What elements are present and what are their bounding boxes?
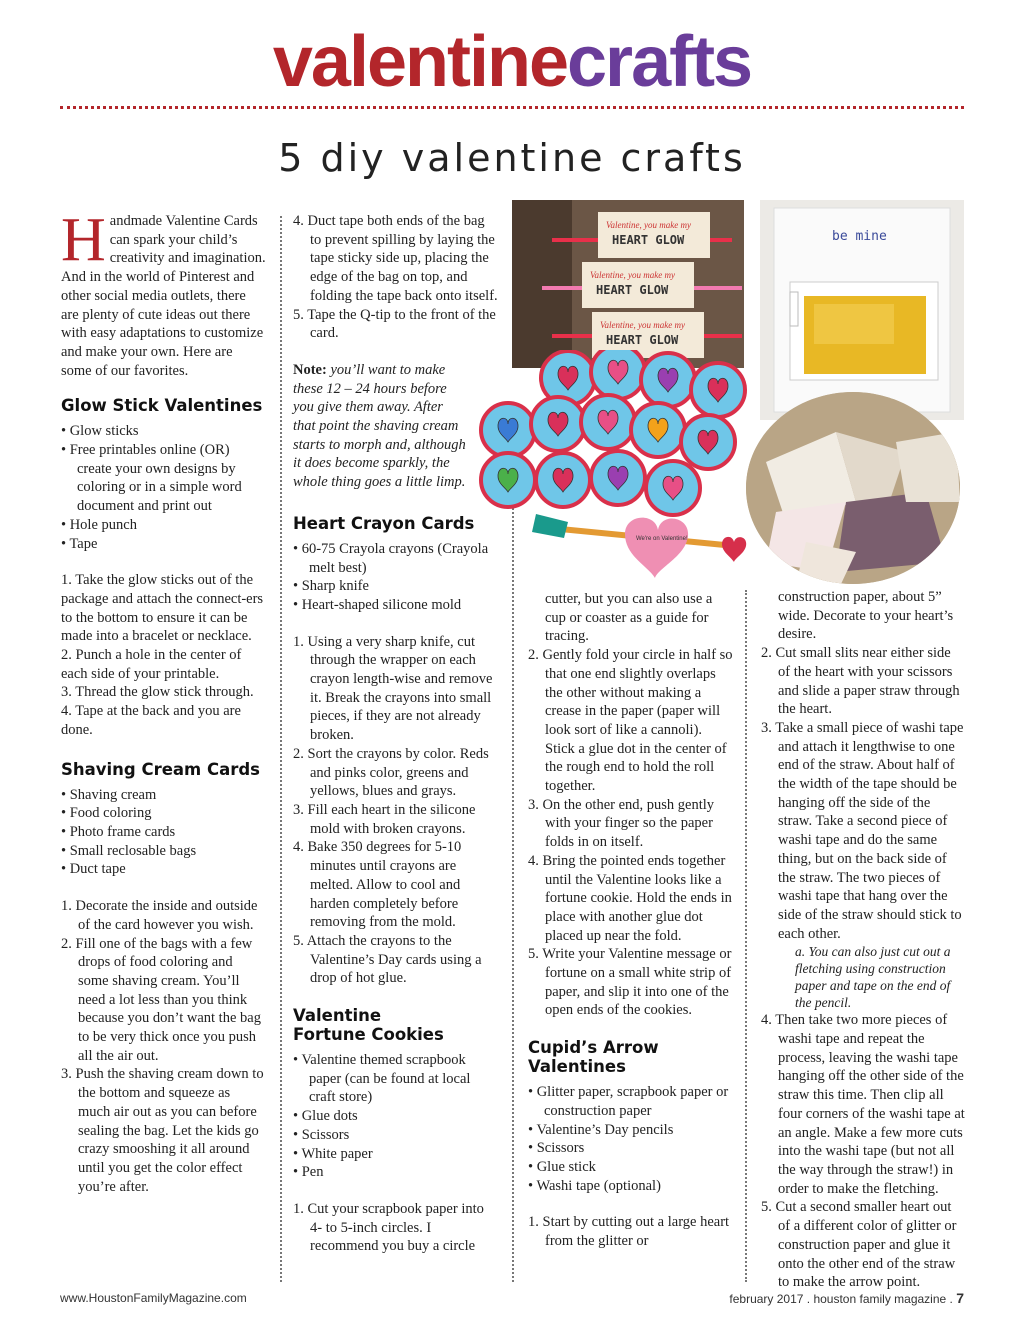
glow-tag-big: HEART GLOW	[612, 233, 685, 247]
supply-item: • Valentine’s Day pencils	[528, 1121, 674, 1138]
supply-item: • White paper	[293, 1145, 373, 1162]
heart-crayon-cards-photo	[468, 350, 758, 520]
supply-item: • Glitter paper, scrapbook paper or construction paper	[528, 1084, 729, 1119]
supply-item: • Glue dots	[293, 1108, 358, 1125]
note-paragraph	[293, 361, 468, 492]
section-heading-shaving: Shaving Cream Cards	[61, 759, 260, 779]
arrow-heart-text: We're on Valentine!	[636, 536, 688, 542]
intro-text: andmade Valentine Cards can spark your child’s creativity and imagination. And in the world of Pinterest and other social media outlets, there are plenty of cute ideas out there with easy adaptations to customize and make your own. Here are some of our favorites.	[61, 213, 266, 379]
footer-issue-text: february 2017 . houston family magazine .	[729, 1292, 953, 1306]
step-item: 2. Fill one of the bags with a few drops of food coloring and some shaving cream. You’ll need a lot less than you think because you don’t want the bag to be very thick once you push all the air out.	[61, 935, 261, 1064]
glow-stick-photo	[512, 200, 744, 368]
section-heading-crayon: Heart Crayon Cards	[293, 513, 475, 533]
step-item: 5. Cut a second smaller heart out of a different color of glitter or construction paper and glue it onto the other end of the straw to make the arrow point.	[761, 1199, 957, 1291]
step-item: 1. Using a very sharp knife, cut through the wrapper on each crayon length-wise and remove it. Break the crayons into small pieces, if they are not already broken.	[293, 633, 493, 744]
note-label: Note:	[293, 361, 327, 378]
step-item: 3. Push the shaving cream down to the bottom and squeeze as much air out as you can before sealing the bag. Let the kids go crazy smooshing it all around until you get the color effect you’re after.	[61, 1066, 264, 1195]
supply-item: • Free printables online (OR) create your own designs by coloring or in a simple word document and print out	[61, 442, 242, 515]
step-item: 4. Then take two more pieces of washi tape and repeat the process, leaving the washi tape hanging off the other side of the straw this time. Then clip all four corners of the washi tape at an angle. Make a few more cuts into the washi tape (but not all the way through the straw!) in order to make the fletching.	[761, 1012, 965, 1197]
step-item: 4. Bring the pointed ends together until the Valentine looks like a fortune cookie. Hold the ends in place with another glue dot placed up near the fold.	[528, 852, 732, 944]
page-number: 7	[956, 1290, 964, 1306]
supply-item: • Glow sticks	[61, 423, 139, 440]
step-item: 4. Tape at the back and you are done.	[61, 703, 241, 738]
supply-item: • Hole punch	[61, 516, 137, 533]
glow-tag-big: HEART GLOW	[606, 333, 679, 347]
title-part2: crafts	[567, 22, 752, 102]
step-item: 3. Thread the glow stick through.	[61, 684, 254, 701]
step-item: 2. Sort the crayons by color. Reds and pinks color, greens and yellows, blues and grays.	[293, 745, 489, 800]
step-item: 1. Start by cutting out a large heart from the glitter or	[528, 1214, 730, 1250]
cupid-arrow-illustration	[530, 504, 750, 588]
supply-item: • Sharp knife	[293, 578, 369, 595]
step-item: 5. Write your Valentine message or fortune on a small white strip of paper, and slip it into one of the open ends of the cookies.	[528, 946, 732, 1019]
supply-item: • Small reclosable bags	[61, 842, 197, 859]
column-3	[528, 590, 733, 1251]
fortune-cookie-illustration	[746, 392, 960, 584]
supply-item: • Duct tape	[61, 861, 126, 878]
section-heading-fortune	[293, 1006, 498, 1044]
supply-item: • Washi tape (optional)	[528, 1177, 661, 1194]
supply-item: • Heart-shaped silicone mold	[293, 596, 462, 613]
supply-item: • Food coloring	[61, 805, 152, 822]
step-item: 3. On the other end, push gently with your finger so the paper folds in on itself.	[528, 796, 715, 851]
column-divider	[512, 508, 514, 1282]
section-heading-glow: Glow Stick Valentines	[61, 396, 263, 416]
step-item: 4. Bake 350 degrees for 5-10 minutes until crayons are melted. Allow to cool and harden completely before removing from the mold.	[293, 839, 462, 931]
step-item: 4. Duct tape both ends of the bag to prevent spilling by laying the tape sticky side up, placing the edge of the bag on top, and folding the tape back onto itself.	[293, 213, 498, 304]
supply-item: • 60-75 Crayola crayons (Crayola melt best)	[293, 540, 489, 576]
dotted-rule	[60, 106, 964, 109]
shaving-cream-card-photo	[760, 200, 964, 420]
card-text: be mine	[832, 229, 887, 244]
masthead-title	[0, 22, 1024, 102]
footer-website: www.HoustonFamilyMagazine.com	[60, 1291, 247, 1305]
step-item: 5. Attach the crayons to the Valentine’s Day cards using a drop of hot glue.	[293, 932, 482, 987]
note-text: you’ll want to make these 12 – 24 hours before you give them away. After that point the shaving cream starts to morph and, although it does become sparkly, the whole thing goes a little limp.	[293, 361, 466, 491]
column-1	[61, 206, 266, 1196]
glow-tag-text: Valentine, you make my	[590, 270, 675, 280]
drop-cap: H	[61, 206, 106, 274]
glow-tag-text: Valentine, you make my	[600, 320, 685, 330]
step-item: 3. Fill each heart in the silicone mold with broken crayons.	[293, 801, 476, 837]
cupid-arrow-photo	[530, 504, 750, 588]
step-item: 3. Take a small piece of washi tape and attach it lengthwise to one end of the straw. About half of the width of the tape should be hanging off the side of the straw. Take a second piece of washi tape and do the same thing, but on the back side of the straw. The two pieces of washi tape that hang over the side of the straw should stick to each other.	[761, 719, 964, 942]
supply-item: • Photo frame cards	[61, 823, 176, 840]
supply-item: • Pen	[293, 1164, 324, 1181]
heading-line: Valentines	[528, 1057, 626, 1077]
step-item: 2. Cut small slits near either side of the heart with your scissors and slide a paper straw through the heart.	[761, 645, 960, 718]
fortune-cookies-photo	[746, 392, 960, 584]
step-item: 1. Decorate the inside and outside of the card however you wish.	[61, 898, 258, 933]
glow-stick-illustration	[512, 200, 744, 368]
glow-tag-text: Valentine, you make my	[606, 220, 691, 230]
column-divider	[745, 590, 747, 1282]
heading-line: Valentine	[293, 1006, 382, 1026]
sub-note: a. You can also just cut out a fletching using construction paper and tape on the end of the pencil.	[795, 944, 951, 1011]
supply-item: • Scissors	[293, 1126, 350, 1143]
step-continuation: construction paper, about 5” wide. Decorate to your heart’s desire.	[778, 589, 954, 643]
article-subtitle: 5 diy valentine crafts	[278, 136, 746, 180]
supply-item: • Glue stick	[528, 1158, 596, 1175]
column-4	[761, 588, 966, 1292]
step-continuation: cutter, but you can also use a cup or coaster as a guide for tracing.	[545, 591, 713, 645]
shaving-card-illustration	[760, 200, 964, 420]
column-divider	[280, 216, 282, 1282]
intro-paragraph	[61, 206, 266, 380]
glow-tag-big: HEART GLOW	[596, 283, 669, 297]
heading-line: Fortune Cookies	[293, 1025, 444, 1045]
supply-item: • Scissors	[528, 1140, 585, 1157]
heading-line: Cupid’s Arrow	[528, 1038, 659, 1058]
crayon-cards-illustration	[468, 350, 758, 520]
step-item: 2. Gently fold your circle in half so that one end slightly overlaps the other without making a crease in the paper (paper will look sort of like a cannoli). Stick a glue dot in the center of the rough end to hold the roll together.	[528, 647, 733, 795]
step-item: 5. Tape the Q-tip to the front of the card.	[293, 306, 496, 342]
supply-item: • Shaving cream	[61, 786, 157, 803]
section-heading-arrow	[528, 1038, 733, 1076]
step-item: 2. Punch a hole in the center of each side of your printable.	[61, 647, 242, 682]
supply-item: • Valentine themed scrapbook paper (can be found at local craft store)	[293, 1052, 471, 1106]
footer-issue	[729, 1290, 964, 1306]
supply-item: • Tape	[61, 535, 98, 552]
step-item: 1. Cut your scrapbook paper into 4- to 5-inch circles. I recommend you buy a circle	[293, 1200, 484, 1255]
title-part1: valentine	[272, 22, 567, 102]
step-item: 1. Take the glow sticks out of the package and attach the connect-ers to the bottom to ensure it can be made into a bracelet or necklace.	[61, 572, 264, 645]
